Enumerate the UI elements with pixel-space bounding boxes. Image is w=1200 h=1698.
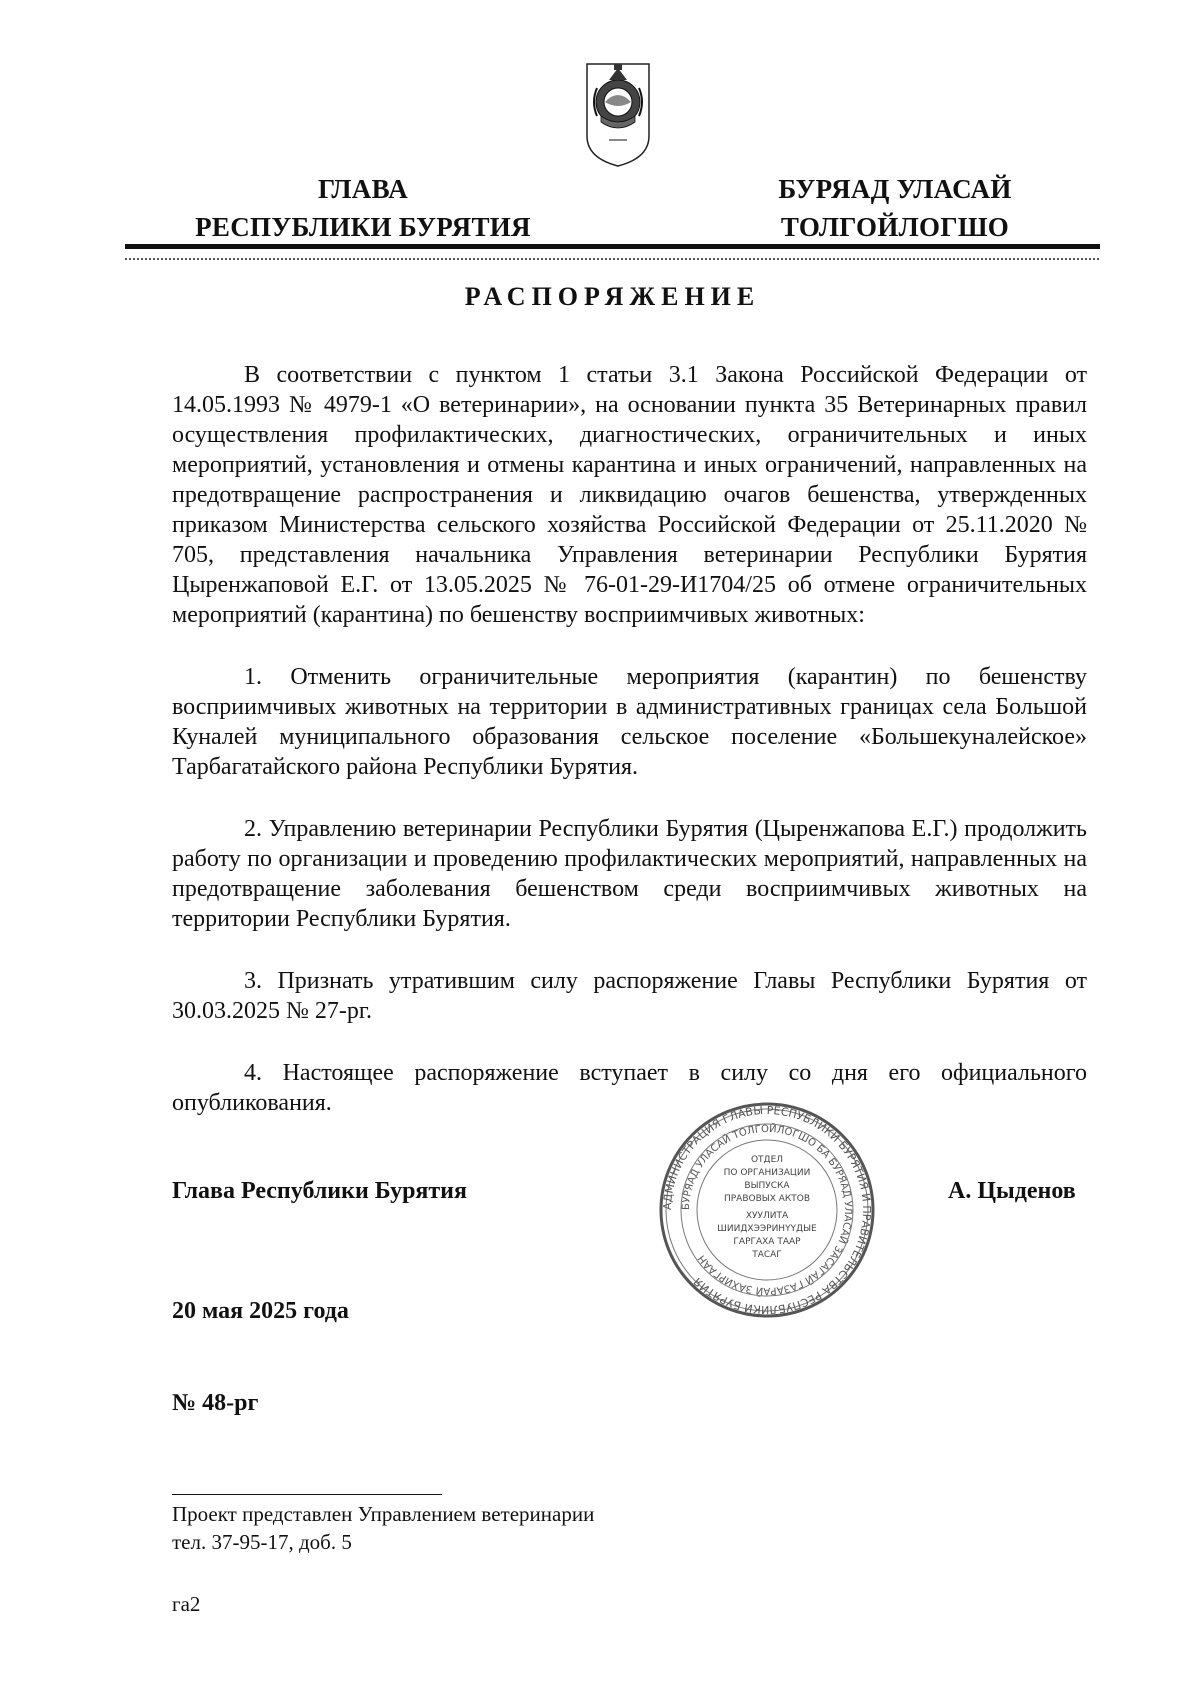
seal-center-line: ВЫПУСКА — [744, 1181, 790, 1191]
seal-center-line: ГАРГАХА ТААР — [733, 1237, 801, 1247]
header-left-line1: ГЛАВА — [317, 174, 409, 204]
seal-center-line: ШИИДХЭЭРИНҮҮДЫЕ — [717, 1224, 817, 1234]
clause-2: 2. Управлению ветеринарии Республики Бурятия (Цыренжапова Е.Г.) продолжить работу по организации и проведению профилактических мероприятий, направленных на предотвращение заболевания бешенством среди восприимчивых животных на территории Республики Бурятия. — [172, 816, 1087, 932]
preamble-paragraph: В соответствии с пунктом 1 статьи 3.1 Закона Российской Федерации от 14.05.1993 № 4979-1 «О ветеринарии», на основании пункта 35 Ветеринарных правил осуществления профилактических, диагностических, ограничительных и иных мероприятий, установления и отмены карантина и иных ограничений, направленных на предотвращение распространения и ликвидацию очагов бешенства, утвержденных приказом Министерства сельского хозяйства Российской Федерации от 25.11.2020 № 705, представления начальника Управления ветеринарии Республики Бурятия Цыренжаповой Е.Г. от 13.05.2025 № 76-01-29-И1704/25 об отмене ограничительных мероприятий (карантина) по бешенству восприимчивых животных: — [172, 362, 1087, 628]
header-right-line2: ТОЛГОЙЛОГШО — [780, 212, 1010, 242]
document-date: 20 мая 2025 года — [172, 1298, 349, 1324]
header-right-line1: БУРЯАД УЛАСАЙ — [778, 174, 1012, 204]
seal-center-line: ПРАВОВЫХ АКТОВ — [723, 1194, 811, 1204]
header-divider-thick — [125, 244, 1100, 249]
coat-of-arms-icon — [583, 58, 653, 170]
seal-center-line: ХУУЛИТА — [745, 1211, 789, 1221]
signatory-title: Глава Республики Бурятия — [172, 1178, 467, 1204]
footer-project-note: Проект представлен Управлением ветеринарии — [172, 1502, 595, 1526]
header-left-line2: РЕСПУБЛИКИ БУРЯТИЯ — [195, 212, 531, 242]
seal-inner-text: БУРЯАД УЛАСАЙ ТОЛГОЙЛОГШО БА БУРЯАД УЛАСАЙ ЗАСАГАЙ ГАЗАРАЙ ЗАХИРГААН — [680, 1123, 854, 1297]
header-left — [178, 170, 548, 246]
header-right — [745, 170, 1045, 246]
footer-code: га2 — [172, 1592, 201, 1616]
footer-divider — [172, 1494, 442, 1495]
seal-center-line: ОТДЕЛ — [750, 1155, 784, 1165]
seal-center-line: ТАСАГ — [752, 1250, 782, 1260]
clause-3: 3. Признать утратившим силу распоряжение Главы Республики Бурятия от 30.03.2025 № 27-рг. — [172, 968, 1087, 1024]
seal-outer-text: АДМИНИСТРАЦИЯ ГЛАВЫ РЕСПУБЛИКИ БУРЯТИЯ И ПРАВИТЕЛЬСТВА РЕСПУБЛИКИ БУРЯТИЯ — [660, 1103, 874, 1317]
document-number: № 48-рг — [172, 1390, 259, 1416]
clause-1: 1. Отменить ограничительные мероприятия (карантин) по бешенству восприимчивых животных на территории в административных границах села Большой Куналей муниципального образования сельское поселение «Большекуналейское» Тарбагатайского района Республики Бурятия. — [172, 664, 1087, 780]
seal-center-line: ПО ОРГАНИЗАЦИИ — [723, 1168, 811, 1178]
document-title: РАСПОРЯЖЕНИЕ — [464, 282, 761, 311]
signatory-name: А. Цыденов — [948, 1178, 1076, 1204]
official-seal-icon — [657, 1100, 877, 1320]
header-divider-thin — [125, 258, 1100, 260]
footer-phone: тел. 37-95-17, доб. 5 — [172, 1530, 352, 1554]
clause-4: 4. Настоящее распоряжение вступает в силу со дня его официального опубликования. — [172, 1060, 1087, 1116]
